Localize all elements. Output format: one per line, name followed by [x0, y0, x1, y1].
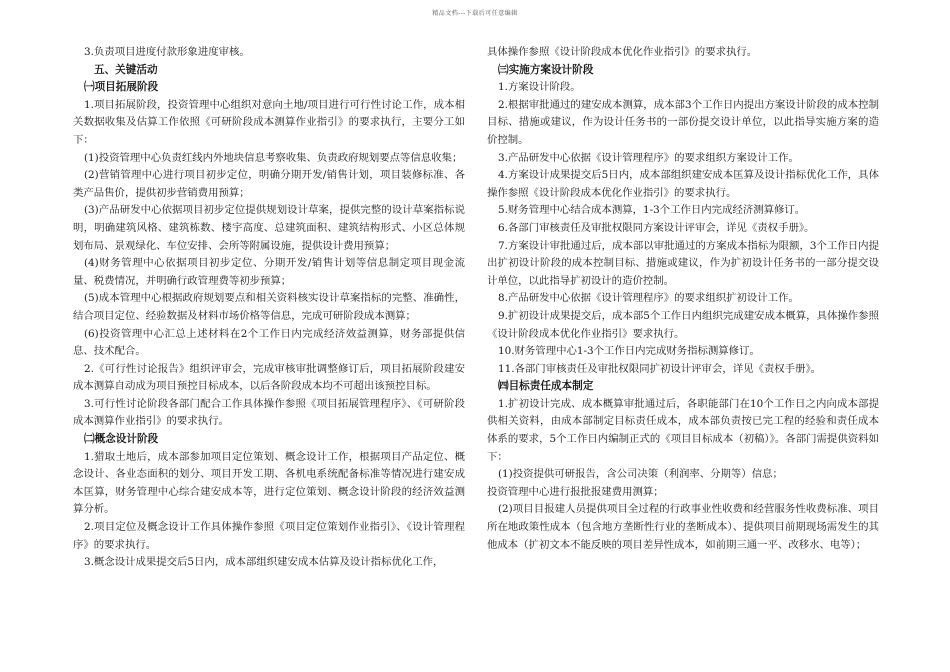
paragraph: 8.产品研发中心依据《设计管理程序》的要求组织扩初设计工作。	[498, 292, 799, 305]
right-column	[487, 44, 879, 554]
paragraph: 10.财务管理中心1-3个工作日内完成财务指标测算修订。	[498, 345, 760, 358]
section-heading: ㈣目标责任成本制定	[498, 380, 594, 393]
section-heading: ㈠项目拓展阶段	[84, 81, 159, 94]
paragraph: 3.可行性讨论阶段各部门配合工作具体操作参照《项目拓展管理程序》、《可研阶段成本测算作业指引》的要求执行。	[73, 397, 465, 428]
section-heading: ㈢实施方案设计阶段	[498, 63, 594, 76]
paragraph: 具体操作参照《设计阶段成本优化作业指引》的要求执行。	[487, 46, 758, 58]
paragraph: (4)财务管理中心依据项目初步定位、分期开发/销售计划等信息制定项目现金流量、税费情况，并明确行政管理费等初步预算；	[73, 257, 465, 287]
paragraph: (2)营销管理中心进行项目初步定位，明确分期开发/销售计划，项目装修标准、各类产品售价，提供初步营销费用预算；	[73, 169, 465, 199]
paragraph: 1.项目拓展阶段，投资管理中心组织对意向土地/项目进行可行性讨论工作，成本相关数据收集及估算工作依照《可研阶段成本测算作业指引》的要求执行，主要分工如下：	[73, 98, 465, 146]
paragraph: 5.财务管理中心结合成本测算，1-3个工作日内完成经济测算修订。	[498, 204, 806, 217]
paragraph: 1.方案设计阶段。	[498, 81, 581, 94]
page-header: 精品文档---下载后可任意编辑	[432, 10, 518, 17]
paragraph: (1)投资管理中心负责红线内外地块信息考察收集、负责政府规划要点等信息收集；	[84, 151, 463, 164]
paragraph: 11.各部门审核责任及审批权限同扩初设计评审会，详见《责权手册》。	[498, 362, 822, 375]
left-column	[73, 44, 465, 572]
paragraph: (3)产品研发中心依据项目初步定位提供规划设计草案，提供完整的设计草案指标说明，明确建筑风格、建筑栋数、楼宇高度、总建筑面积、建筑结构形式、小区总体规划布局、景观绿化、车位安排、会所等附属设施，提供设计费用预算；	[73, 204, 465, 252]
section-heading: 五、关键活动	[94, 63, 158, 76]
paragraph: (1)投资提供可研报告，含公司决策（利润率、分期等）信息；	[498, 468, 783, 481]
paragraph: (5)成本管理中心根据政府规划要点和相关资料核实设计草案指标的完整、准确性，结合项目定位、经验数据及材料市场价格等信息，完成可研阶段成本测算；	[73, 292, 465, 322]
paragraph: 3.负责项目进度付款形象进度审核。	[84, 46, 250, 58]
paragraph: 3.概念设计成果提交后5日内，成本部组织建安成本估算及设计指标优化工作，	[84, 556, 444, 569]
paragraph: 2.根据审批通过的建安成本测算，成本部3个工作日内提出方案设计阶段的成本控制目标、措施或建议，作为设计任务书的一部份提交设计单位，以此指导实施方案的造价控制。	[487, 98, 879, 146]
paragraph: (6)投资管理中心汇总上述材料在2个工作日内完成经济效益测算，财务部提供信息、技术配合。	[73, 327, 465, 358]
paragraph: 7.方案设计审批通过后，成本部以审批通过的方案成本指标为限额，3个工作日内提出扩初设计阶段的成本控制目标、措施或建议，作为扩初设计任务书的一部分提交设计单位，以此指导扩初设计的造价控制。	[487, 239, 879, 287]
paragraph: 4.方案设计成果提交后5日内，成本部组织建安成本匡算及设计指标优化工作，具体操作参照《设计阶段成本优化作业指引》的要求执行。	[487, 169, 879, 199]
paragraph: 投资管理中心进行报批报建费用测算；	[487, 485, 664, 498]
paragraph: 1.扩初设计完成、成本概算审批通过后，各职能部门在10个工作日之内向成本部提供相关资料，由成本部制定目标责任成本，成本部负责按已完工程的经验和责任成本体系的要求，5个工作日内编制正式的《项目目标成本（初稿）》。各部门需提供资料如下：	[487, 397, 879, 463]
paragraph: 2.项目定位及概念设计工作具体操作参照《项目定位策划作业指引》、《设计管理程序》的要求执行。	[73, 521, 465, 551]
paragraph: 9.扩初设计成果提交后，成本部5个工作日内组织完成建安成本概算，具体操作参照《设计阶段成本优化作业指引》要求执行。	[487, 309, 879, 340]
section-heading: ㈡概念设计阶段	[84, 433, 159, 446]
paragraph: 3.产品研发中心依据《设计管理程序》的要求组织方案设计工作。	[498, 151, 799, 164]
paragraph: 6.各部门审核责任及审批权限同方案设计评审会，详见《责权手册》。	[498, 221, 815, 234]
paragraph: 1.猎取土地后，成本部参加项目定位策划、概念设计工作，根据项目产品定位、概念设计、各业态面积的划分、项目开发工期、各机电系统配备标准等情况进行建安成本匡算，财务管理中心综合建安成本等，进行定位策划、概念设计阶段的经济效益测算分析。	[73, 450, 465, 516]
paragraph: 2.《可行性讨论报告》组织评审会，完成审核审批调整修订后，项目拓展阶段建安成本测算自动成为项目预控目标成本，以后各阶段成本均不可超出该预控目标。	[73, 362, 465, 393]
paragraph: (2)项目目报建人员提供项目全过程的行政事业性收费和经营服务性收费标准、项目所在地政策性成本（包含地方垄断性行业的垄断成本）、提供项目前期现场需发生的其他成本（扩初文本不能反映的项目差异性成本，如前期三通一平、改移水、电等）；	[487, 503, 879, 551]
